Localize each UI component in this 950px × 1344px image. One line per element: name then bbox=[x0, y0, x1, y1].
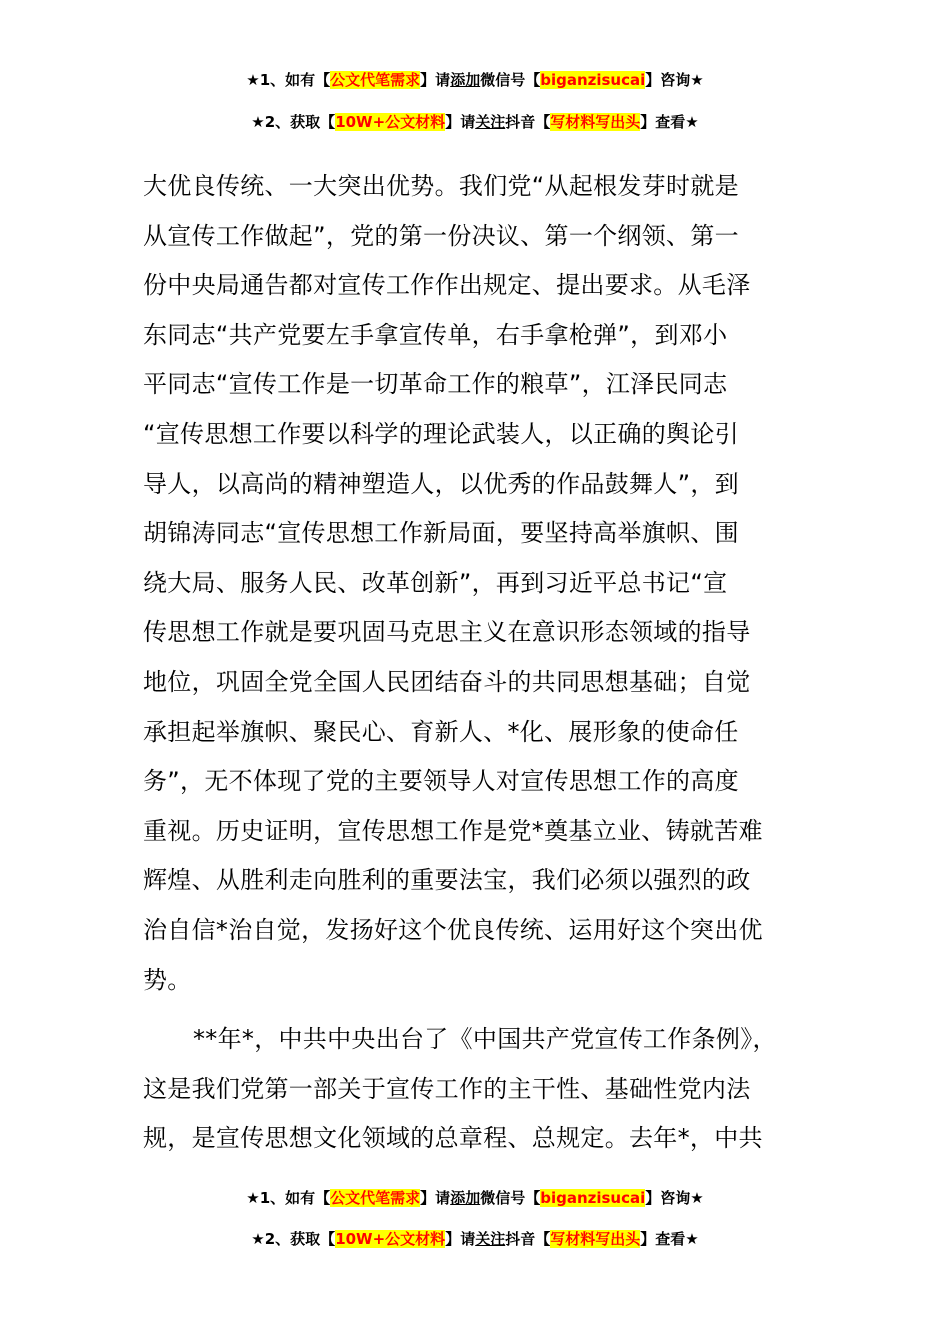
text-line: 地位，巩固全党全国人民团结奋斗的共同思想基础；自觉 bbox=[143, 667, 751, 696]
text-line: 胡锦涛同志“宣传思想工作新局面，要坚持高举旗帜、围 bbox=[143, 519, 739, 548]
materials-highlight: 10W+公文材料 bbox=[335, 113, 446, 131]
text-line: 治自信*治自觉，发扬好这个优良传统、运用好这个突出优 bbox=[143, 915, 763, 944]
text-line: 传思想工作就是要巩固马克思主义在意识形态领域的指导 bbox=[143, 618, 751, 647]
document-body bbox=[143, 162, 808, 1164]
text-line: 东同志“共产党要左手拿宣传单，右手拿枪弹”，到邓小 bbox=[143, 320, 728, 349]
text-line: 这是我们党第一部关于宣传工作的主干性、基础性党内法 bbox=[143, 1074, 751, 1103]
text-line: “宣传思想工作要以科学的理论武装人，以正确的舆论引 bbox=[143, 419, 739, 448]
text-line: 份中央局通告都对宣传工作作出规定、提出要求。从毛泽 bbox=[143, 271, 751, 300]
text-line: 从宣传工作做起”，党的第一份决议、第一个纲领、第一 bbox=[143, 221, 739, 250]
text-line: 导人，以高尚的精神塑造人，以优秀的作品鼓舞人”，到 bbox=[143, 469, 739, 498]
top-banner-line-1: ★1、如有【公文代笔需求】请添加微信号【biganzisucai】咨询★ bbox=[246, 71, 704, 89]
text-line: 平同志“宣传工作是一切革命工作的粮草”，江泽民同志 bbox=[143, 370, 728, 399]
paragraph-1 bbox=[143, 162, 808, 1005]
bottom-banner-line-1: ★1、如有【公文代笔需求】请添加微信号【biganzisucai】咨询★ bbox=[246, 1189, 704, 1207]
text-line: 务”，无不体现了党的主要领导人对宣传思想工作的高度 bbox=[143, 767, 739, 796]
text-line: 大优良传统、一大突出优势。我们党“从起根发芽时就是 bbox=[143, 172, 739, 200]
text-line: **年*，中共中央出台了《中国共产党宣传工作条例》， bbox=[193, 1025, 777, 1054]
ghostwriting-highlight: 公文代笔需求 bbox=[330, 71, 421, 89]
douyin-id-highlight: 写材料写出头 bbox=[550, 1230, 641, 1248]
text-line: 势。 bbox=[143, 965, 192, 994]
text-line: 承担起举旗帜、聚民心、育新人、*化、展形象的使命任 bbox=[143, 717, 739, 746]
text-line: 绕大局、服务人民、改革创新”，再到习近平总书记“宣 bbox=[143, 568, 728, 597]
paragraph-2 bbox=[143, 1015, 808, 1164]
bottom-banner-line-2: ★2、获取【10W+公文材料】请关注抖音【写材料写出头】查看★ bbox=[251, 1230, 699, 1248]
text-line: 规，是宣传思想文化领域的总章程、总规定。去年*，中共 bbox=[143, 1124, 763, 1153]
wechat-id-highlight: biganzisucai bbox=[540, 71, 646, 89]
text-line: 辉煌、从胜利走向胜利的重要法宝，我们必须以强烈的政 bbox=[143, 866, 751, 895]
ghostwriting-highlight: 公文代笔需求 bbox=[330, 1189, 421, 1207]
wechat-id-highlight: biganzisucai bbox=[540, 1189, 646, 1207]
materials-highlight: 10W+公文材料 bbox=[335, 1230, 446, 1248]
top-banner-line-2: ★2、获取【10W+公文材料】请关注抖音【写材料写出头】查看★ bbox=[251, 113, 699, 131]
text-line: 重视。历史证明，宣传思想工作是党*奠基立业、铸就苦难 bbox=[143, 816, 763, 845]
douyin-id-highlight: 写材料写出头 bbox=[550, 113, 641, 131]
